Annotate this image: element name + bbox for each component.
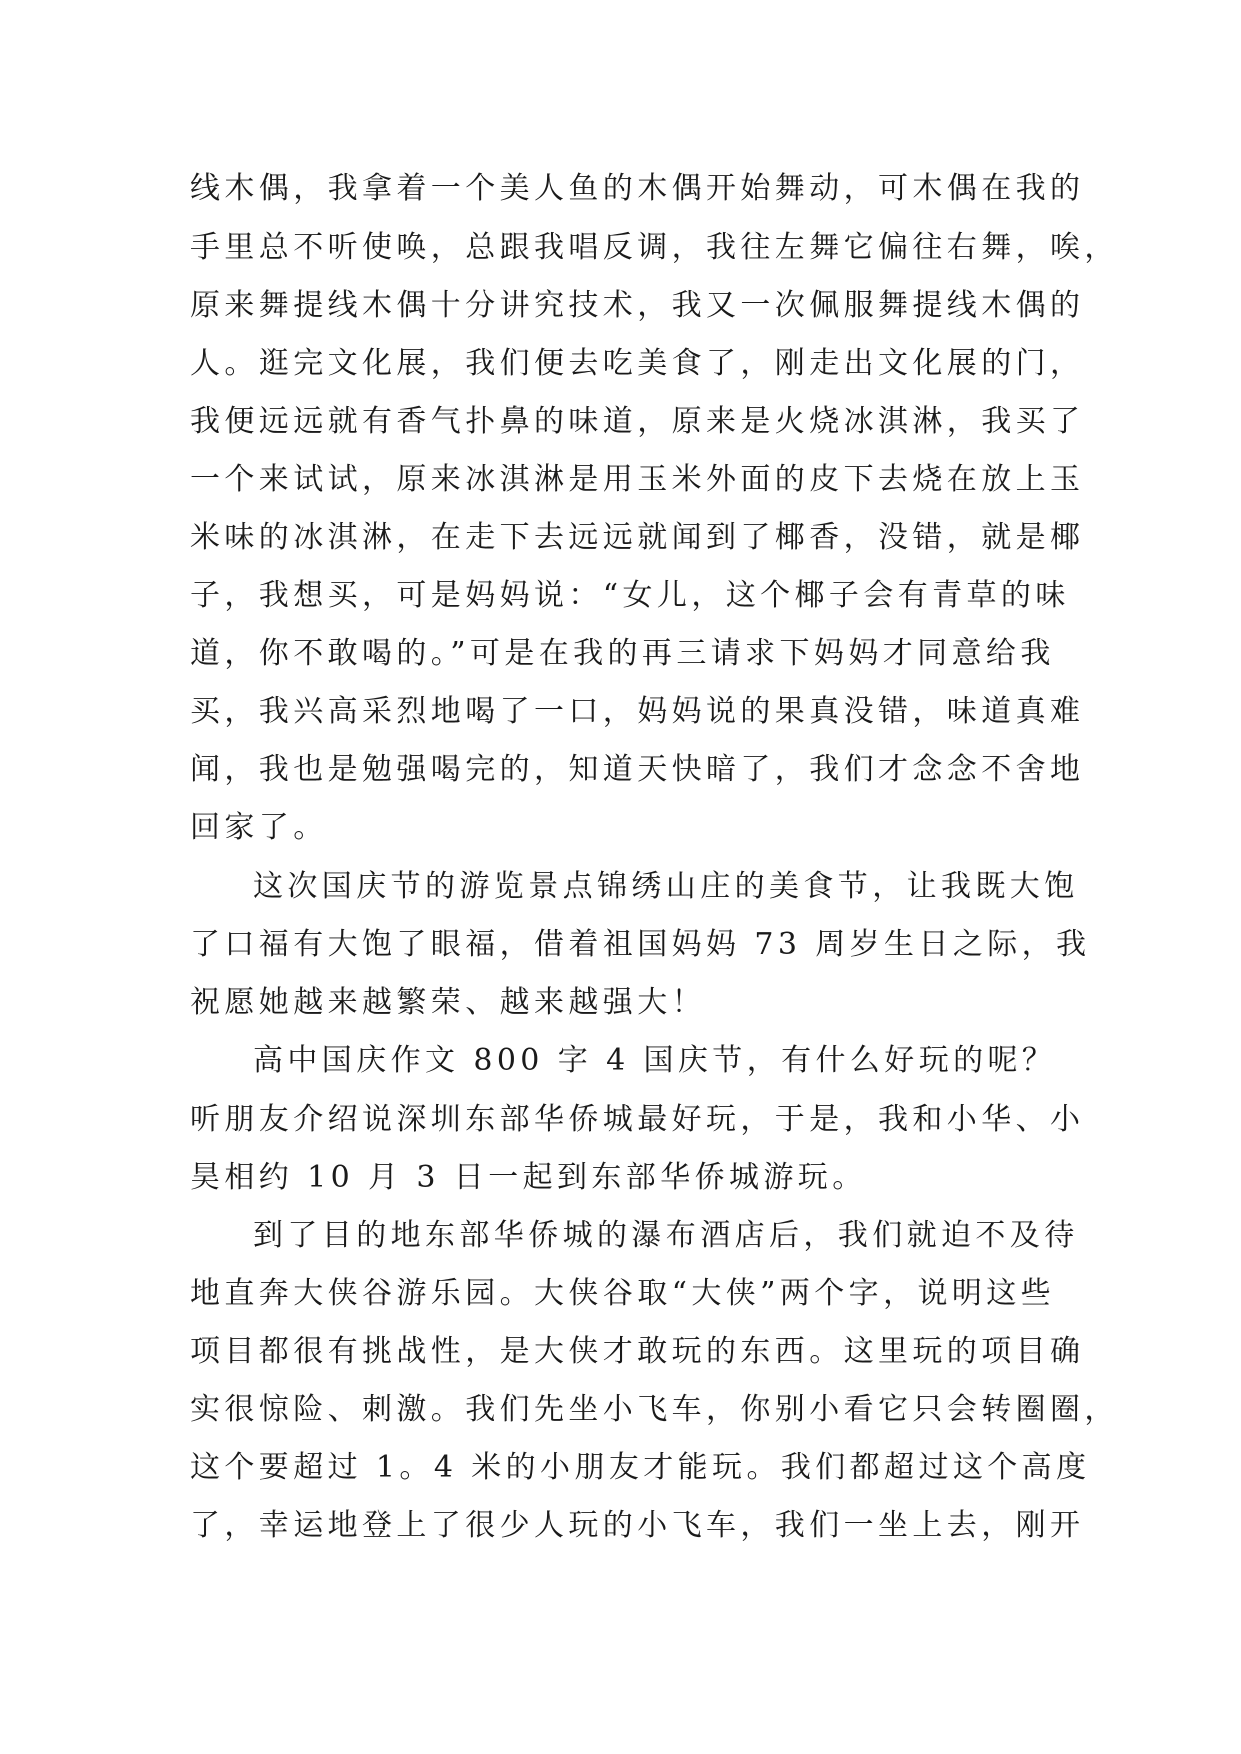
text-line: 项目都很有挑战性，是大侠才敢玩的东西。这里玩的项目确: [190, 1334, 1085, 1369]
text-line: 子，我想买，可是妈妈说：“女儿，这个椰子会有青草的味: [190, 578, 1070, 613]
text-line: 回家了。: [190, 810, 328, 845]
text-line: 一个来试试，原来冰淇淋是用玉米外面的皮下去烧在放上玉: [190, 462, 1085, 497]
text-line: 道，你不敢喝的。”可是在我的再三请求下妈妈才同意给我: [190, 636, 1055, 671]
essay-heading-line: 高中国庆作文 800 字 4 国庆节，有什么好玩的呢？: [253, 1043, 1057, 1078]
text-line: 了，幸运地登上了很少人玩的小飞车，我们一坐上去，刚开: [190, 1508, 1085, 1543]
text-line: 买，我兴高采烈地喝了一口，妈妈说的果真没错，味道真难: [190, 694, 1085, 729]
text-line: 了口福有大饱了眼福，借着祖国妈妈 73 周岁生日之际，我: [190, 927, 1091, 962]
text-line: 这个要超过 1。4 米的小朋友才能玩。我们都超过这个高度: [190, 1450, 1091, 1485]
paragraph-start-line: 这次国庆节的游览景点锦绣山庄的美食节，让我既大饱: [253, 869, 1079, 904]
text-line: 人。逛完文化展，我们便去吃美食了，刚走出文化展的门，: [190, 346, 1085, 381]
text-line: 昊相约 10 月 3 日一起到东部华侨城游玩。: [190, 1160, 867, 1195]
paragraph-start-line: 到了目的地东部华侨城的瀑布酒店后，我们就迫不及待: [253, 1218, 1079, 1253]
text-line: 听朋友介绍说深圳东部华侨城最好玩，于是，我和小华、小: [190, 1102, 1085, 1137]
text-line: 我便远远就有香气扑鼻的味道，原来是火烧冰淇淋，我买了: [190, 404, 1085, 439]
text-line: 实很惊险、刺激。我们先坐小飞车，你别小看它只会转圈圈，: [190, 1392, 1119, 1427]
text-line: 米味的冰淇淋，在走下去远远就闻到了椰香，没错，就是椰: [190, 520, 1085, 555]
text-line: 原来舞提线木偶十分讲究技术，我又一次佩服舞提线木偶的: [190, 288, 1085, 323]
text-line: 地直奔大侠谷游乐园。大侠谷取“大侠”两个字，说明这些: [190, 1276, 1056, 1311]
text-line: 线木偶，我拿着一个美人鱼的木偶开始舞动，可木偶在我的: [190, 171, 1085, 206]
text-line: 闻，我也是勉强喝完的，知道天快暗了，我们才念念不舍地: [190, 752, 1085, 787]
text-line: 祝愿她越来越繁荣、越来越强大！: [190, 985, 706, 1020]
text-line: 手里总不听使唤，总跟我唱反调，我往左舞它偏往右舞，唉，: [190, 230, 1119, 265]
